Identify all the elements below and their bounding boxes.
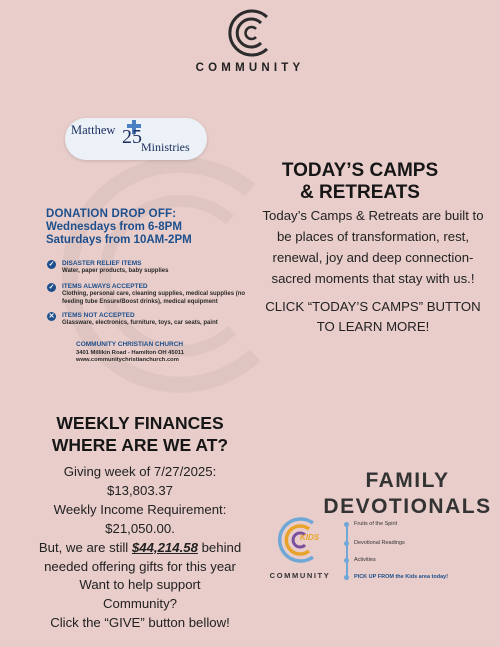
devotional-item-readings: Devotional Readings — [354, 540, 405, 546]
bullet-dot-icon — [344, 541, 349, 546]
bullet-dot-icon — [344, 558, 349, 563]
donation-title: DONATION DROP OFF: — [46, 208, 177, 220]
church-website: www.communitychristianchurch.com — [76, 357, 179, 363]
finances-body — [15, 463, 265, 633]
camps-title — [255, 160, 465, 204]
finances-title-line2: WHERE ARE WE AT? — [51, 435, 229, 455]
giving-label: Giving week of 7/27/2025: — [63, 464, 217, 479]
requirement-amount: $21,050.00. — [105, 520, 175, 536]
finances-title-line1: WEEKLY FINANCES — [56, 413, 224, 433]
finances-title — [10, 412, 270, 456]
devotionals-title-line1: FAMILY — [365, 469, 450, 492]
devotional-item-activities: Activities — [354, 557, 376, 563]
giving-amount: $13,803.37 — [106, 482, 173, 498]
behind-prefix: But, we are still — [38, 539, 132, 555]
donation-schedule-wednesday: Wednesdays from 6-8PM — [46, 221, 182, 233]
category-title-always-accepted: ITEMS ALWAYS ACCEPTED — [62, 283, 148, 290]
bullet-dot-icon — [344, 575, 349, 580]
check-icon: ✓ — [48, 261, 55, 268]
devotional-item-fruits: Fruits of the Spirit — [354, 521, 398, 527]
camps-title-line2: & RETREATS — [300, 182, 420, 203]
requirement-label: Weekly Income Requirement: — [53, 501, 227, 517]
behind-suffix: behind — [197, 539, 242, 555]
community-logo-icon — [219, 8, 281, 58]
matthew25-word-matthew: Matthew — [71, 123, 116, 137]
category-title-disaster-relief: DISASTER RELIEF ITEMS — [62, 260, 142, 267]
camps-title-line1: TODAY’S CAMPS — [281, 160, 439, 181]
donation-schedule-saturday: Saturdays from 10AM-2PM — [46, 234, 192, 246]
matthew25-number: 25 — [122, 126, 142, 148]
devotionals-title — [320, 468, 495, 520]
camps-description: Today’s Camps & Retreats are built to be places of transformation, rest, renewal, joy and deep connection-sacred moments that stay with us.! — [262, 208, 484, 286]
camps-cta: CLICK “TODAY’S CAMPS” BUTTON TO LEARN MORE! — [265, 299, 481, 334]
give-cta: Click the “GIVE” button bellow! — [50, 615, 230, 631]
x-icon: ✕ — [48, 313, 55, 320]
check-icon: ✓ — [48, 284, 55, 291]
matthew25-ministries-logo — [65, 118, 207, 160]
devotionals-title-line2: DEVOTIONALS — [323, 495, 492, 518]
category-title-not-accepted: ITEMS NOT ACCEPTED — [62, 312, 135, 319]
matthew25-word-ministries: Ministries — [141, 140, 190, 154]
help-line-2: Community? — [102, 596, 178, 612]
church-name: COMMUNITY CHRISTIAN CHURCH — [76, 341, 184, 348]
kids-word: KIDS — [300, 533, 320, 542]
behind-line — [15, 539, 265, 558]
category-desc-not-accepted: Glassware, electronics, furniture, toys, car seats, paint — [62, 320, 218, 326]
category-desc-disaster-relief: Water, paper products, baby supplies — [62, 268, 169, 274]
behind-amount: $44,214.58 — [131, 539, 198, 555]
church-address: 3401 Millikin Road - Hamilton OH 45011 — [76, 350, 184, 356]
category-desc-always-accepted: Clothing, personal care, cleaning supplies, medical supplies (no feeding tube Ensure/Boost drinks), medical equipment — [62, 291, 246, 305]
kids-brand-name: COMMUNITY — [269, 571, 331, 580]
devotional-item-pickup: PICK UP FROM the Kids area today! — [354, 574, 449, 580]
bullet-dot-icon — [344, 522, 349, 527]
behind-line-2: needed offering gifts for this year — [44, 558, 236, 574]
devotional-timeline-line — [346, 524, 348, 580]
brand-name: COMMUNITY — [195, 62, 305, 74]
help-line-1: Want to help support — [79, 577, 201, 593]
